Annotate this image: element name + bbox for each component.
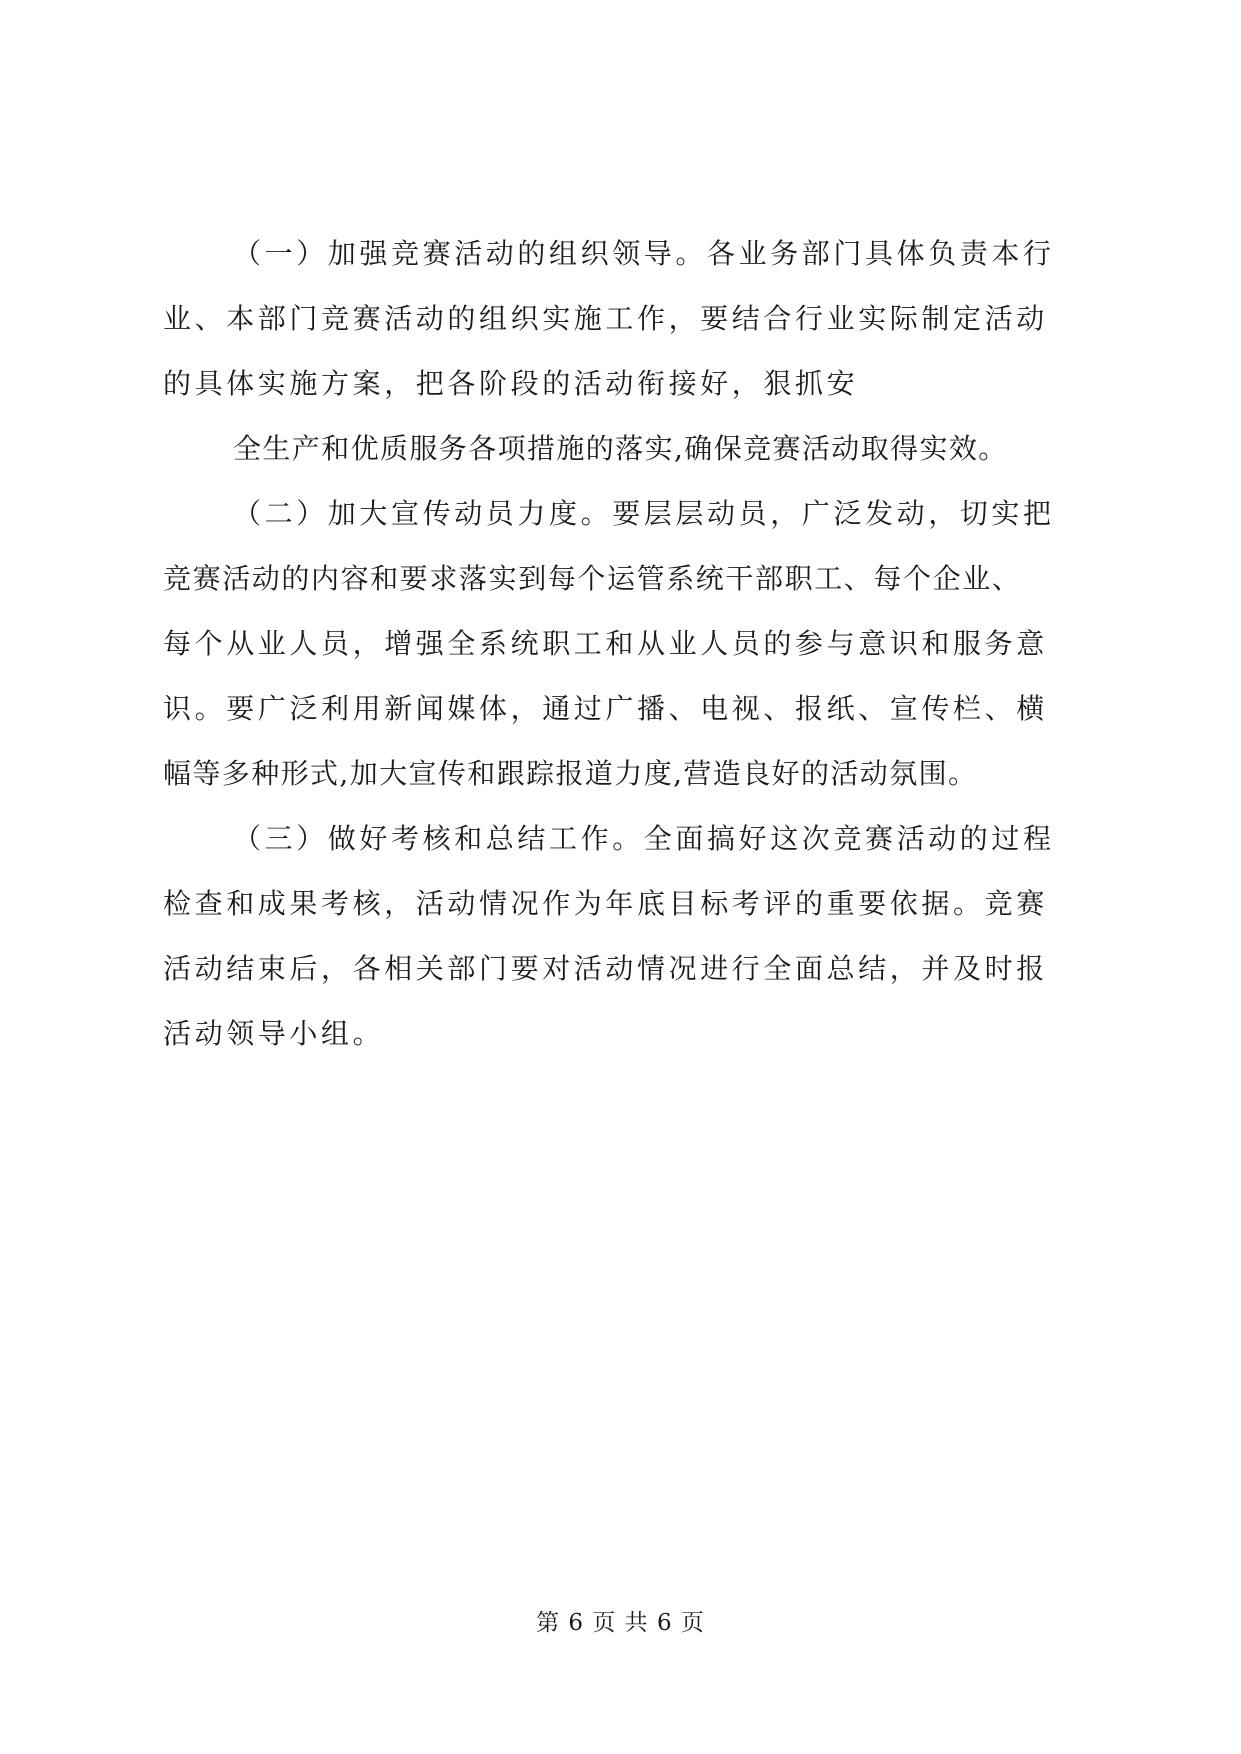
paragraph-3-line-5: 幅等多种形式,加大宣传和跟踪报道力度,营造良好的活动氛围。 [163,757,978,790]
paragraph-3-line-3: 每个从业人员，增强全系统职工和从业人员的参与意识和服务意 [163,627,1048,660]
paragraph-3-line-2: 竞赛活动的内容和要求落实到每个运管系统干部职工、每个企业、 [163,562,1022,595]
paragraph-3-line-4: 识。要广泛利用新闻媒体，通过广播、电视、报纸、宣传栏、横 [163,692,1048,725]
paragraph-1-line-3: 的具体实施方案，把各阶段的活动衔接好，狠抓安 [163,367,859,400]
paragraph-1-line-2: 业、本部门竞赛活动的组织实施工作，要结合行业实际制定活动 [163,302,1048,335]
paragraph-2-line-1: 全生产和优质服务各项措施的落实,确保竞赛活动取得实效。 [233,432,1008,465]
page-number-footer: 第 6 页 共 6 页 [536,1610,705,1636]
paragraph-3-line-1: （二）加大宣传动员力度。要层层动员，广泛发动，切实把 [233,497,1055,530]
paragraph-4-line-4: 活动领导小组。 [163,1017,385,1050]
paragraph-4-line-1: （三）做好考核和总结工作。全面搞好这次竞赛活动的过程 [233,822,1055,855]
paragraph-4-line-3: 活动结束后，各相关部门要对活动情况进行全面总结，并及时报 [163,952,1048,985]
paragraph-4-line-2: 检查和成果考核，活动情况作为年底目标考评的重要依据。竞赛 [163,887,1048,920]
paragraph-1-line-1: （一）加强竞赛活动的组织领导。各业务部门具体负责本行 [233,237,1055,270]
